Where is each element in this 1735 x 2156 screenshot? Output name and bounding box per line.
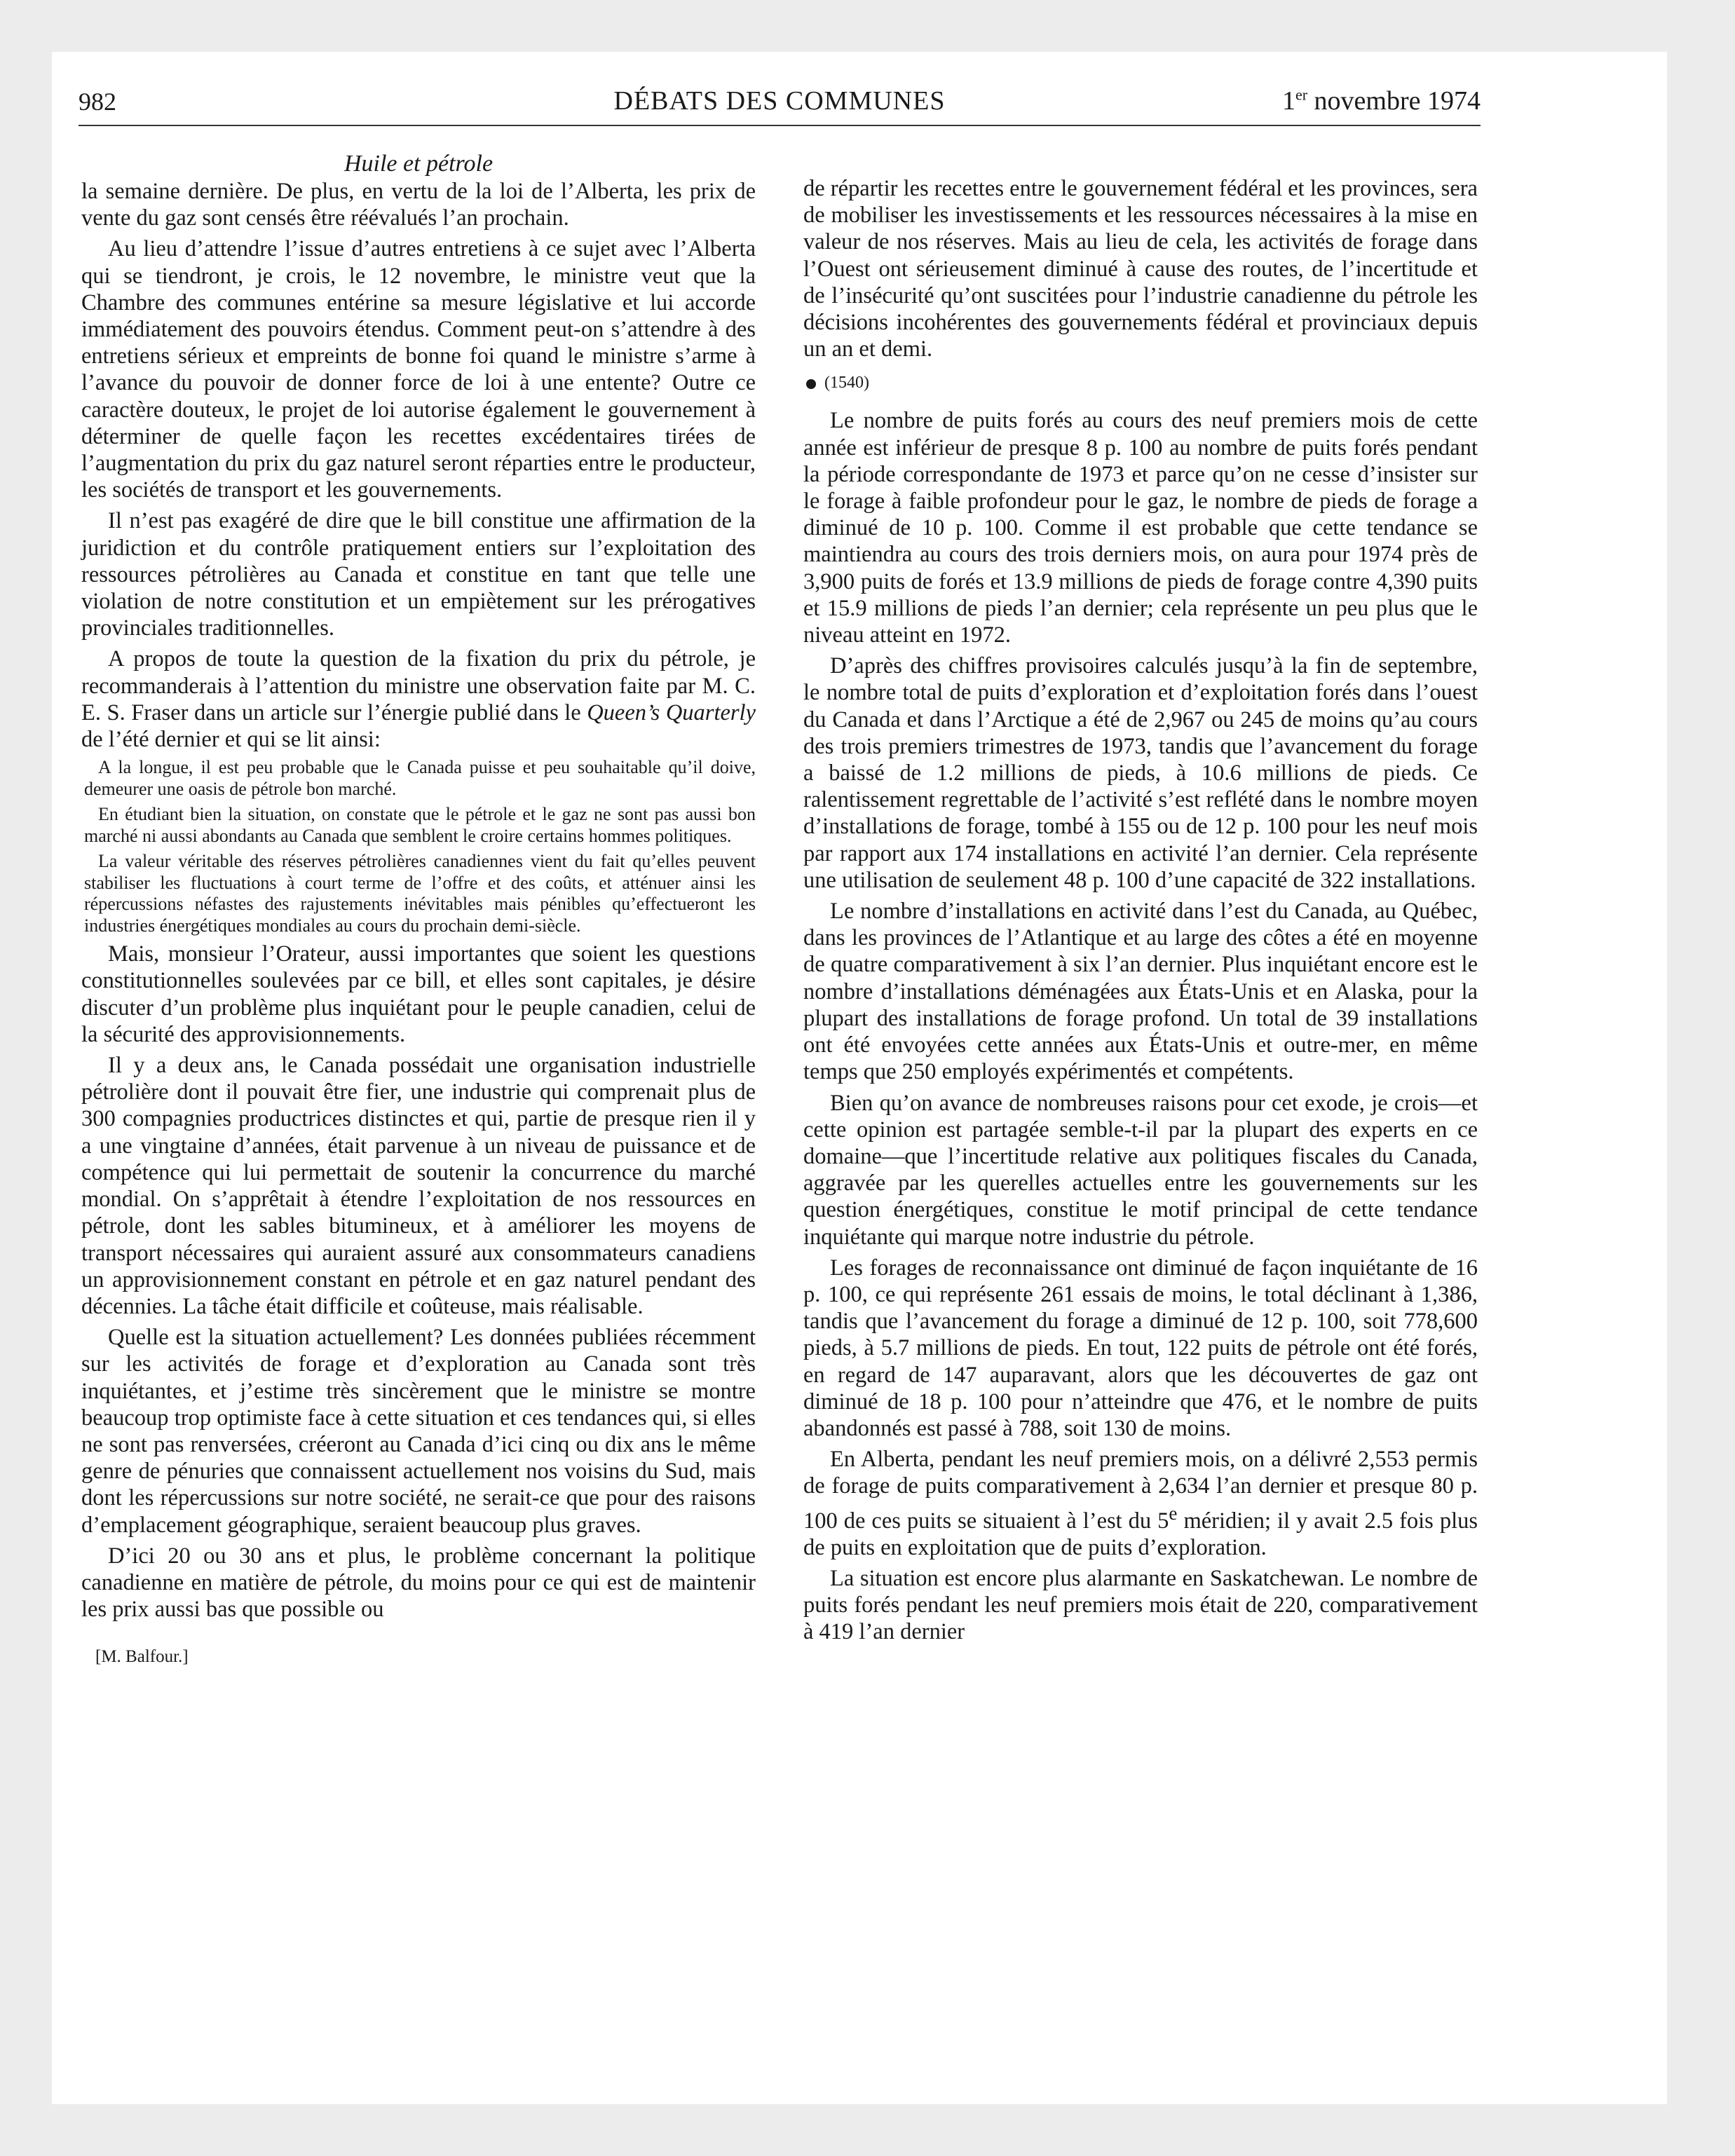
- paragraph: Il y a deux ans, le Canada possédait une organisation industrielle pétrolière dont il pouvait être fier, une industrie qui comprenait plus de 300 compagnies productrices distinctes et qui, partie de presque rien il y a une vingtaine d’années, était parvenue à un niveau de puissance et de compétence qui lui permettait de soutenir la concurrence du marché mondial. On s’apprêtait à étendre l’exploitation de nos ressources en pétrole, dont les sables bitumineux, et à améliorer les moyens de transport nécessaires qui auraient assuré aux consommateurs canadiens un approvisionnement constant en pétrole et en gaz naturel pendant des décennies. La tâche était difficile et coûteuse, mais réalisable.: [81, 1053, 756, 1319]
- block-quote: La valeur véritable des réserves pétrolières canadiennes vient du fait qu’elles peuvent stabiliser les fluctuations à court terme de l’offre et des coûts, et atténuer ainsi les répercussions néfastes des rajustements inévitables mais pénibles qu’effectueront les industries énergétiques mondiales au cours du prochain demi-siècle.: [84, 851, 756, 936]
- paragraph: de répartir les recettes entre le gouvernement fédéral et les provinces, sera de mobiliser les investissements et les ressources nécessaires à la mise en valeur de nos réserves. Mais au lieu de cela, les activités de forage dans l’Ouest ont sérieusement diminué à cause des routes, de l’incertitude et de l’insécurité qu’ont suscitées pour l’industrie canadienne du pétrole les décisions incohérentes des gouvernements fédéral et provinciaux depuis un an et demi.: [803, 176, 1478, 362]
- paragraph: D’après des chiffres provisoires calculés jusqu’à la fin de septembre, le nombre total de puits d’exploration et d’exploitation forés dans l’ouest du Canada et dans l’Arctique a été de 2,967 ou 245 de moins qu’au cours des trois premiers trimestres de 1973, tandis que l’avancement du forage a baissé de 1.2 millions de pieds, à 10.6 millions de pieds. Ce ralentissement regrettable de l’activité s’est reflété dans le nombre moyen d’installations de forage, tombé à 155 ou de 12 p. 100 pour les neuf mois par rapport aux 174 installations en activité l’an dernier. Cela représente une utilisation de seulement 48 p. 100 d’une capacité de 322 installations.: [803, 653, 1478, 893]
- date-superscript: er: [1295, 86, 1308, 104]
- paragraph: Les forages de reconnaissance ont diminué de façon inquiétante de 16 p. 100, ce qui représente 261 essais de moins, le total déclinant à 1,386, tandis que l’avancement du forage a diminué de 12 p. 100, soit 778,600 pieds, à 5.7 millions de pieds. En tout, 122 puits de pétrole ont été forés, en regard de 147 auparavant, alors que les découvertes de gaz ont diminué de 18 p. 100 pour n’atteindre que 476, et le nombre de puits abandonnés est passé à 788, soit 130 de moins.: [803, 1255, 1478, 1441]
- paragraph: la semaine dernière. De plus, en vertu de la loi de l’Alberta, les prix de vente du gaz sont censés être réévalués l’an prochain.: [81, 179, 756, 231]
- speaker-attribution: [M. Balfour.]: [95, 1647, 189, 1667]
- subject-heading: Huile et pétrole: [343, 151, 494, 177]
- block-quote: A la longue, il est peu probable que le Canada puisse et peu souhaitable qu’il doive, demeurer une oasis de pétrole bon marché.: [84, 757, 756, 799]
- paragraph: Au lieu d’attendre l’issue d’autres entretiens à ce sujet avec l’Alberta qui se tiendront, je crois, le 12 novembre, le ministre veut que la Chambre des communes entérine sa mesure législative et lui accorde immédiatement des pouvoirs étendus. Comment peut-on s’attendre à des entretiens sérieux et empreints de bonne foi quand le ministre s’arme à l’avance du pouvoir de donner force de loi à une entente? Outre ce caractère douteux, le projet de loi autorise également le gouvernement à déterminer de quelle façon les recettes excédentaires tirées de l’augmentation du prix du gaz naturel seront réparties entre le producteur, les sociétés de transport et les gouvernements.: [81, 236, 756, 503]
- paragraph: Mais, monsieur l’Orateur, aussi importantes que soient les questions constitutionnelles soulevées par ce bill, et elles sont capitales, je désire discuter d’un problème plus inquiétant pour le peuple canadien, celui de la sécurité des approvisionnements.: [81, 941, 756, 1047]
- paragraph: Le nombre d’installations en activité dans l’est du Canada, au Québec, dans les provinces de l’Atlantique et au large des côtes a été en moyenne de quatre comparativement à six l’an dernier. Plus inquiétant encore est le nombre d’installations déménagées aux États-Unis et en Alaska, pour la plupart des installations de forage profond. Un total de 39 installations ont été envoyées cette années aux États-Unis et outre-mer, en même temps que 250 employés expérimentés et compétents.: [803, 899, 1478, 1085]
- paragraph-text: A propos de toute la question de la fixation du prix du pétrole, je recommanderais à l’attention du ministre une observation faite par M. C. E. S. Fraser dans un article sur l’énergie publié dans le: [81, 646, 756, 725]
- paragraph: La situation est encore plus alarmante en Saskatchewan. Le nombre de puits forés pendant les neuf premiers mois était de 220, comparativement à 419 l’an dernier: [803, 1565, 1478, 1645]
- paragraph: Bien qu’on avance de nombreuses raisons pour cet exode, je crois—et cette opinion est partagée semble-t-il par la plupart des experts en ce domaine—que l’incertitude relative aux politiques fiscales du Canada, aggravée par les querelles actuelles entre les gouvernements sur les question énergétiques, constitue le motif principal de cette tendance inquiétante qui marque notre industrie du pétrole.: [803, 1090, 1478, 1250]
- paragraph: D’ici 20 ou 30 ans et plus, le problème concernant la politique canadienne en matière de pétrole, du moins pour ce qui est de maintenir les prix aussi bas que possible ou: [81, 1543, 756, 1623]
- date-day: 1: [1281, 86, 1295, 116]
- right-column: [803, 175, 1478, 1649]
- paragraph-text: méridien; il y avait 2.5 fois plus de puits en exploitation que de puits d’exploration.: [803, 1508, 1478, 1560]
- left-column: [81, 150, 756, 1671]
- bullet-icon: [806, 379, 816, 389]
- paragraph-text: En Alberta, pendant les neuf premiers mois, on a délivré 2,553 permis de forage de puits comparativement à 2,634 l’an dernier et presque 80 p. 100 de ces puits se situaient à l’est du 5: [803, 1447, 1478, 1534]
- block-quote: En étudiant bien la situation, on constate que le pétrole et le gaz ne sont pas aussi bon marché ni aussi abondants au Canada que semblent le croire certains hommes politiques.: [84, 804, 756, 846]
- date-rest: novembre 1974: [1307, 86, 1481, 116]
- paragraph: [81, 646, 756, 753]
- page-header: [79, 83, 1481, 126]
- time-marker-label: (1540): [824, 374, 869, 393]
- paragraph: Il n’est pas exagéré de dire que le bill constitue une affirmation de la juridiction et du contrôle pratiquement entiers sur l’exploitation des ressources pétrolières au Canada et constitue en tant que telle une violation de notre constitution et un empiètement sur les prérogatives provinciales traditionnelles.: [81, 508, 756, 641]
- paragraph: Le nombre de puits forés au cours des neuf premiers mois de cette année est inférieur de presque 8 p. 100 au nombre de puits forés pendant la période correspondante de 1973 et parce qu’on ne cesse d’insister sur le forage à faible profondeur pour le gaz, le nombre de pieds de forage a diminué de 10 p. 100. Comme il est probable que cette tendance se maintiendra au cours des trois derniers mois, on aura pour 1974 près de 3,900 puits de forés et 13.9 millions de pieds de forage contre 4,390 puits et 15.9 millions de pieds l’an dernier; cela représente un peu plus que le niveau atteint en 1972.: [803, 408, 1478, 648]
- publication-title: DÉBATS DES COMMUNES: [613, 86, 946, 116]
- paragraph: Quelle est la situation actuellement? Les données publiées récemment sur les activités de forage et d’exploration au Canada sont très inquiétantes, et j’estime très sincèrement que le ministre se montre beaucoup trop optimiste face à cette situation et ces tendances qui, si elles ne sont pas renversées, créeront au Canada d’ici cinq ou dix ans le même genre de pénuries que connaissent actuellement nos voisins du Sud, mais dont les répercussions sur notre société, ne serait-ce que pour des raisons d’emplacement géographique, seraient beaucoup plus graves.: [81, 1325, 756, 1538]
- paragraph: [803, 1446, 1478, 1561]
- page-number: 982: [79, 88, 116, 116]
- paragraph-text: de l’été dernier et qui se lit ainsi:: [81, 727, 381, 753]
- journal-title: Queen’s Quarterly: [587, 700, 756, 725]
- page-date: [1282, 86, 1481, 116]
- ordinal-superscript: e: [1169, 1502, 1178, 1524]
- time-marker: [803, 369, 1478, 396]
